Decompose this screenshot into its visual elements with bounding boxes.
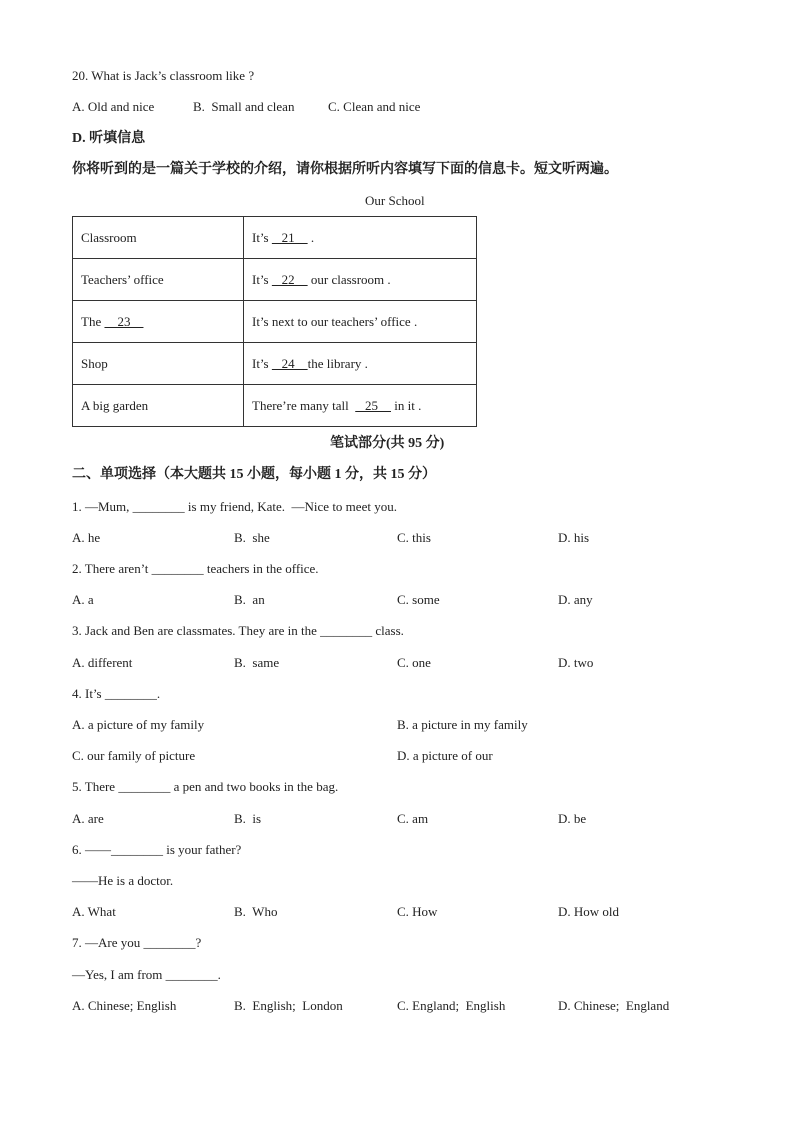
table-title: Our School [365,193,425,208]
table-cell-info: It’s 22 our classroom . [244,259,477,301]
q7-stem-answer: —Yes, I am from ________. [72,967,221,982]
table-cell-label: Classroom [73,217,244,259]
q1-option-a: A. he [72,530,101,545]
q4-option-b: B. a picture in my family [397,717,528,732]
table-cell-info: It’s 24 the library . [244,343,477,385]
table-cell-info: There’re many tall 25 in it . [244,385,477,427]
info-card-table [72,216,477,427]
q20-option-a: A. Old and nice [72,99,155,114]
q5-option-b: B. is [234,811,262,826]
q3-option-b: B. same [234,655,280,670]
q3-option-c: C. one [397,655,431,670]
q7-option-a: A. Chinese; English [72,998,177,1013]
q20-stem: 20. What is Jack’s classroom like ? [72,68,255,83]
q3-option-d: D. two [558,655,594,670]
section-2-title: 二、单项选择（本大题共 15 小题，每小题 1 分，共 15 分） [72,467,436,482]
q20-option-c: C. Clean and nice [328,99,421,114]
q2-stem: 2. There aren’t ________ teachers in the office. [72,561,319,576]
written-part-heading: 笔试部分(共 95 分) [330,436,445,451]
table-row [73,343,477,385]
q7-option-b: B. English; London [234,998,343,1013]
table-row [73,385,477,427]
section-d-title: D. 听填信息 [72,131,146,146]
q2-option-d: D. any [558,592,593,607]
blank-22: 22 [271,271,308,287]
q1-option-c: C. this [397,530,431,545]
q1-option-d: D. his [558,530,590,545]
q4-option-d: D. a picture of our [397,748,493,763]
q7-stem: 7. —Are you ________? [72,935,202,950]
q3-stem: 3. Jack and Ben are classmates. They are in the ________ class. [72,623,404,638]
table-row [73,217,477,259]
q5-stem: 5. There ________ a pen and two books in the bag. [72,779,339,794]
q5-option-c: C. am [397,811,429,826]
q1-stem: 1. —Mum, ________ is my friend, Kate. —Nice to meet you. [72,499,397,514]
q7-option-d: D. Chinese; England [558,998,670,1013]
q4-stem: 4. It’s ________. [72,686,161,701]
q2-option-a: A. a [72,592,94,607]
table-cell-label: The 23 [73,301,244,343]
q7-option-c: C. England; English [397,998,506,1013]
q2-option-b: B. an [234,592,265,607]
blank-25: 25 [355,397,391,413]
table-cell-info: It’s 21 . [244,217,477,259]
q4-option-c: C. our family of picture [72,748,196,763]
q3-option-a: A. different [72,655,133,670]
table-cell-info: It’s next to our teachers’ office . [244,301,477,343]
table-cell-label: Teachers’ office [73,259,244,301]
q2-option-c: C. some [397,592,440,607]
q6-option-b: B. Who [234,904,278,919]
table-cell-label: A big garden [73,385,244,427]
blank-24: 24 [271,355,308,371]
q20-option-b: B. Small and clean [193,99,295,114]
q6-option-a: A. What [72,904,116,919]
q6-stem-answer: ——He is a doctor. [72,873,174,888]
blank-21: 21 [271,229,308,245]
q4-option-a: A. a picture of my family [72,717,205,732]
q5-option-a: A. are [72,811,104,826]
blank-23: 23 [104,313,144,329]
q6-option-c: C. How [397,904,438,919]
q6-option-d: D. How old [558,904,620,919]
table-row [73,259,477,301]
q1-option-b: B. she [234,530,270,545]
q5-option-d: D. be [558,811,587,826]
table-row [73,301,477,343]
q6-stem: 6. ——________ is your father? [72,842,242,857]
table-cell-label: Shop [73,343,244,385]
section-d-instruction: 你将听到的是一篇关于学校的介绍，请你根据所听内容填写下面的信息卡。短文听两遍。 [72,162,618,177]
